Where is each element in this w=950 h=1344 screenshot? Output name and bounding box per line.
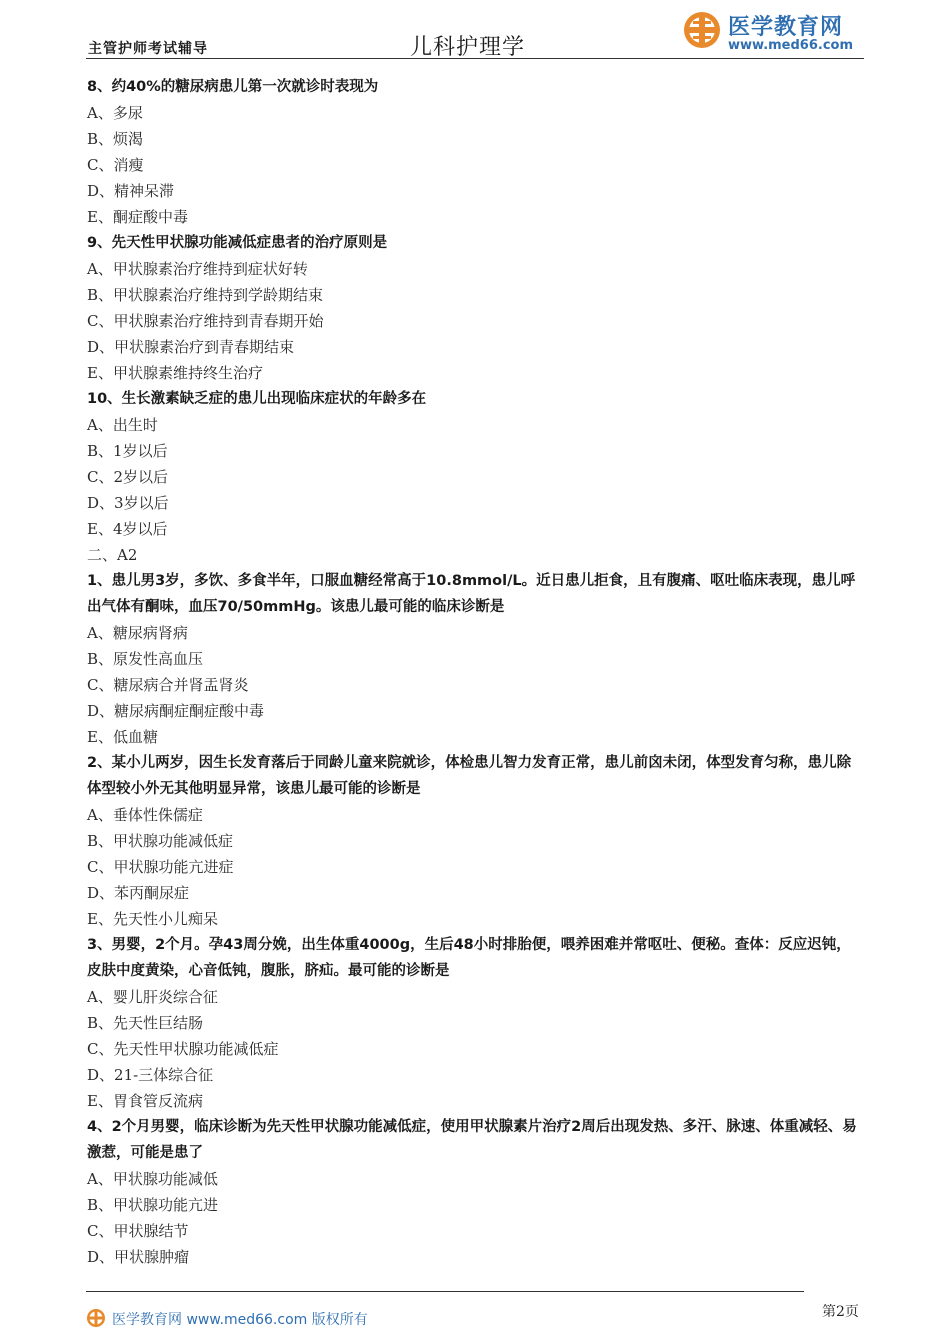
question-stem: 4、2个月男婴，临床诊断为先天性甲状腺功能减低症，使用甲状腺素片治疗2周后出现发热、多汗、脉速、体重减轻、易激惹，可能是患了: [87, 1119, 857, 1161]
answer-option: D、3岁以后: [87, 494, 169, 512]
answer-option: E、4岁以后: [87, 520, 168, 538]
answer-option: C、糖尿病合并肾盂肾炎: [87, 676, 249, 694]
footer-copyright[interactable]: 医学教育网 www.med66.com 版权所有: [112, 1312, 368, 1328]
answer-option: D、甲状腺肿瘤: [87, 1248, 190, 1266]
answer-option: A、糖尿病肾病: [87, 624, 188, 642]
answer-option: D、精神呆滞: [87, 182, 175, 200]
page-header: [86, 0, 866, 60]
question-stem: 8、约40%的糖尿病患儿第一次就诊时表现为: [87, 79, 379, 95]
question-stem: 10、生长激素缺乏症的患儿出现临床症状的年龄多在: [87, 391, 427, 407]
header-course-title: 主管护师考试辅导: [88, 41, 208, 57]
answer-option: B、甲状腺素治疗维持到学龄期结束: [87, 286, 324, 304]
answer-option: C、2岁以后: [87, 468, 169, 486]
answer-option: B、甲状腺功能减低症: [87, 832, 234, 850]
answer-option: D、苯丙酮尿症: [87, 884, 190, 902]
answer-option: A、垂体性侏儒症: [87, 806, 203, 824]
answer-option: A、多尿: [87, 104, 143, 122]
question-content: [87, 74, 865, 1270]
answer-option: C、甲状腺功能亢进症: [87, 858, 234, 876]
footer-divider: [86, 1291, 804, 1292]
med66-logo-icon: [86, 1308, 106, 1328]
answer-option: C、先天性甲状腺功能减低症: [87, 1040, 279, 1058]
answer-option: D、甲状腺素治疗到青春期结束: [87, 338, 295, 356]
answer-option: A、甲状腺功能减低: [87, 1170, 218, 1188]
answer-option: E、酮症酸中毒: [87, 208, 188, 226]
page-number: 第2页: [822, 1304, 859, 1320]
brand-logo-block[interactable]: [682, 8, 866, 58]
brand-url[interactable]: www.med66.com: [728, 38, 854, 53]
answer-option: C、甲状腺素治疗维持到青春期开始: [87, 312, 324, 330]
answer-option: E、先天性小儿痴呆: [87, 910, 218, 928]
header-divider: [86, 58, 864, 59]
answer-option: C、甲状腺结节: [87, 1222, 189, 1240]
answer-option: B、甲状腺功能亢进: [87, 1196, 219, 1214]
brand-name: 医学教育网: [728, 15, 844, 40]
answer-option: A、出生时: [87, 416, 158, 434]
answer-option: E、低血糖: [87, 728, 158, 746]
med66-logo-icon: [682, 10, 722, 50]
answer-option: E、胃食管反流病: [87, 1092, 203, 1110]
section-heading: 二、A2: [87, 546, 138, 564]
question-stem: 1、患儿男3岁，多饮、多食半年，口服血糖经常高于10.8mmol/L。近日患儿拒食，且有腹痛、呕吐临床表现，患儿呼出气体有酮味，血压70/50mmHg。该患儿最可能的临床诊断是: [87, 573, 856, 615]
answer-option: B、原发性高血压: [87, 650, 204, 668]
answer-option: E、甲状腺素维持终生治疗: [87, 364, 263, 382]
header-subject-title: 儿科护理学: [410, 35, 526, 60]
answer-option: A、婴儿肝炎综合征: [87, 988, 218, 1006]
answer-option: B、先天性巨结肠: [87, 1014, 204, 1032]
answer-option: D、21-三体综合征: [87, 1066, 214, 1084]
question-stem: 2、某小儿两岁，因生长发育落后于同龄儿童来院就诊，体检患儿智力发育正常，患儿前囟未闭，体型发育匀称，患儿除体型较小外无其他明显异常，该患儿最可能的诊断是: [87, 755, 852, 797]
answer-option: B、1岁以后: [87, 442, 168, 460]
question-stem: 9、先天性甲状腺功能减低症患者的治疗原则是: [87, 235, 388, 251]
answer-option: A、甲状腺素治疗维持到症状好转: [87, 260, 308, 278]
answer-option: D、糖尿病酮症酮症酸中毒: [87, 702, 265, 720]
question-stem: 3、男婴，2个月。孕43周分娩，出生体重4000g，生后48小时排胎便，喂养困难并常呕吐、便秘。查体：反应迟钝，皮肤中度黄染，心音低钝，腹胀，脐疝。最可能的诊断是: [87, 937, 851, 979]
answer-option: B、烦渴: [87, 130, 144, 148]
answer-option: C、消瘦: [87, 156, 144, 174]
